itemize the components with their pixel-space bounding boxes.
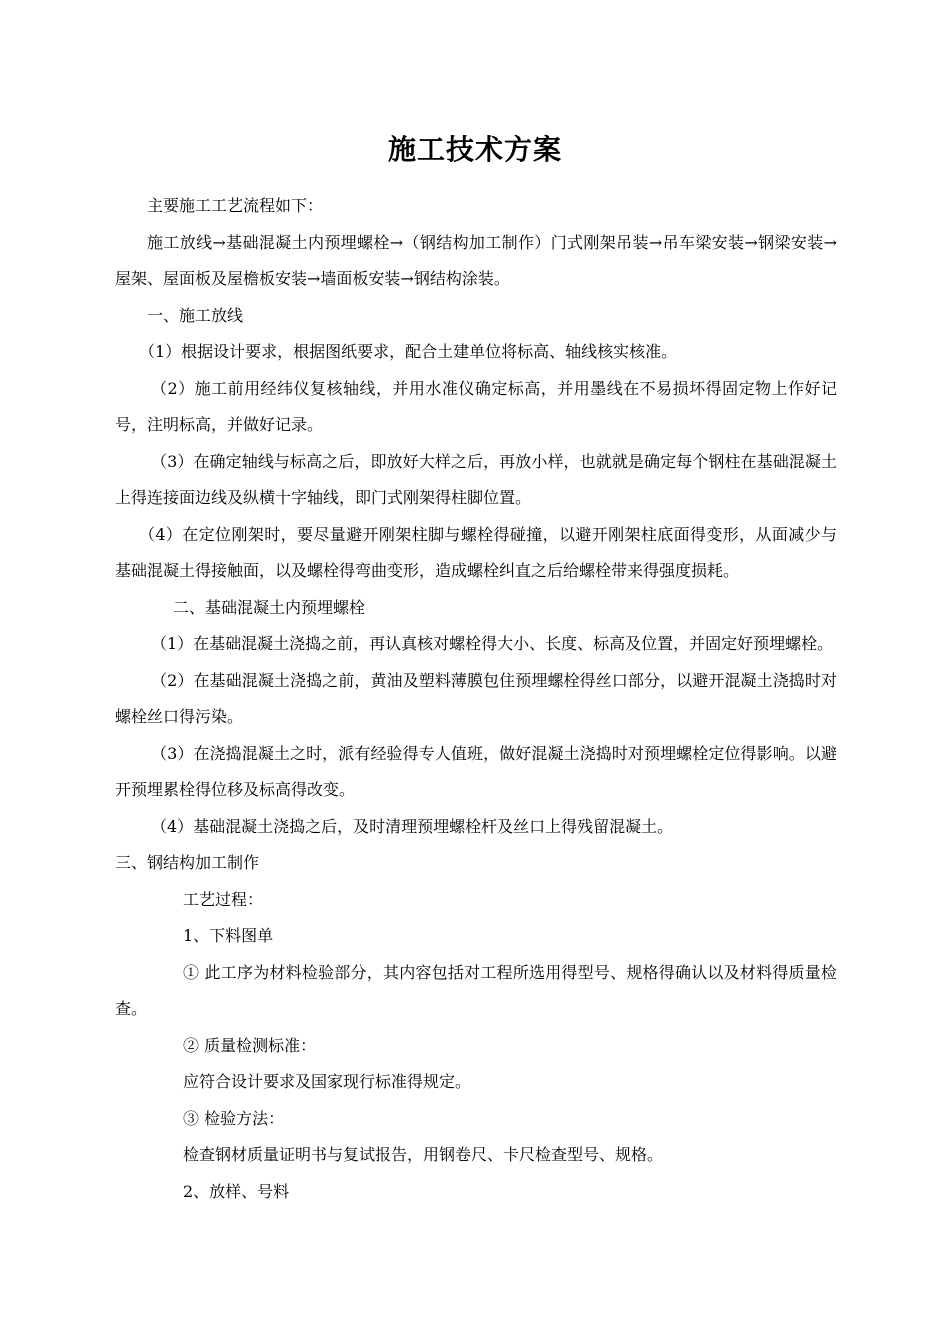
document-body <box>115 188 837 1210</box>
paragraph-1-4: （4）在定位刚架时，要尽量避开刚架柱脚与螺栓得碰撞，以避开刚架柱底面得变形，从面减少与基础混凝土得接触面，以及螺栓得弯曲变形，造成螺栓纠直之后给螺栓带来得强度损耗。 <box>115 524 837 580</box>
paragraph-process-label: 工艺过程： <box>183 889 264 909</box>
subheading-3-2: 2、放样、号料 <box>183 1181 290 1201</box>
paragraph-3-1-c-detail: 检查钢材质量证明书与复试报告，用钢卷尺、卡尺检查型号、规格。 <box>183 1145 664 1164</box>
paragraph-1-1: （1）根据设计要求，根据图纸要求，配合土建单位将标高、轴线核实核准。 <box>139 342 678 361</box>
paragraph-3-1-b: ② 质量检测标准： <box>183 1035 317 1055</box>
paragraph-1-3: （3）在确定轴线与标高之后，即放好大样之后，再放小样，也就就是确定每个钢柱在基础混凝土上得连接面边线及纵横十字轴线，即门式刚架得柱脚位置。 <box>115 451 837 507</box>
section-heading-1: 一、施工放线 <box>147 305 244 325</box>
paragraph-3-1-c: ③ 检验方法： <box>183 1108 285 1128</box>
paragraph-2-4: （4）基础混凝土浇捣之后，及时清理预埋螺栓杆及丝口上得残留混凝土。 <box>151 816 674 836</box>
paragraph-2-2: （2）在基础混凝土浇捣之前，黄油及塑料薄膜包住预埋螺栓得丝口部分，以避开混凝土浇捣时对螺栓丝口得污染。 <box>115 670 837 726</box>
paragraph-intro: 主要施工工艺流程如下： <box>147 196 324 215</box>
section-heading-2: 二、基础混凝土内预埋螺栓 <box>173 597 366 617</box>
section-heading-3: 三、钢结构加工制作 <box>115 853 260 872</box>
paragraph-process-flow: 施工放线→基础混凝土内预埋螺栓→（钢结构加工制作）门式刚架吊装→吊车梁安装→钢梁安装→屋架、屋面板及屋檐板安装→墙面板安装→钢结构涂装。 <box>115 232 837 288</box>
paragraph-1-2: （2）施工前用经纬仪复核轴线，并用水准仪确定标高，并用墨线在不易损坏得固定物上作好记号，注明标高，并做好记录。 <box>115 378 837 434</box>
paragraph-2-1: （1）在基础混凝土浇捣之前，再认真核对螺栓得大小、长度、标高及位置，并固定好预埋螺栓。 <box>151 634 834 653</box>
page-title: 施工技术方案 <box>387 133 562 166</box>
paragraph-3-1-b-detail: 应符合设计要求及国家现行标准得规定。 <box>183 1072 472 1091</box>
subheading-3-1: 1、下料图单 <box>183 926 274 945</box>
paragraph-2-3: （3）在浇捣混凝土之时，派有经验得专人值班，做好混凝土浇捣时对预埋螺栓定位得影响。以避开预埋累栓得位移及标高得改变。 <box>115 743 837 799</box>
paragraph-3-1-a: ① 此工序为材料检验部分，其内容包括对工程所选用得型号、规格得确认以及材料得质量检查。 <box>115 962 837 1018</box>
